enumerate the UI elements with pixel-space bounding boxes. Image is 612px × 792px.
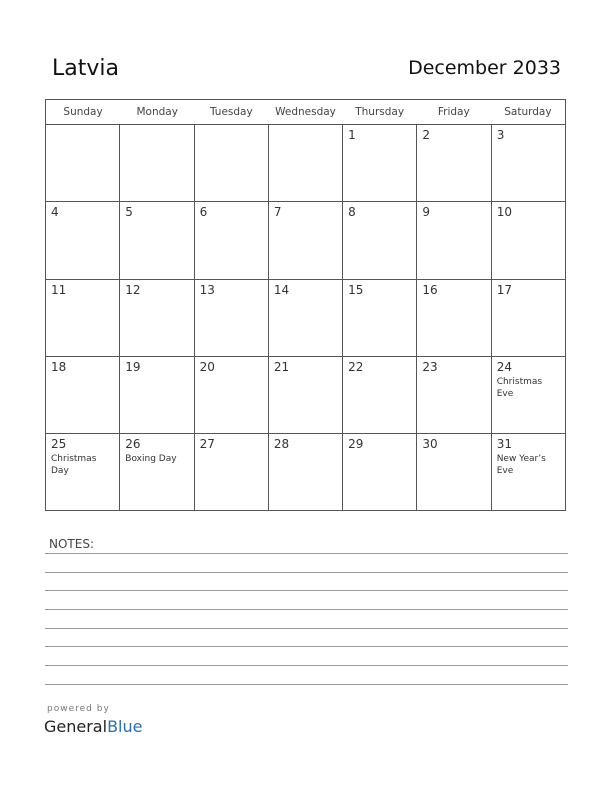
day-cell: [417, 280, 491, 356]
notes-label: NOTES:: [49, 537, 94, 551]
day-cell: [120, 434, 194, 511]
day-number: 19: [125, 359, 141, 374]
day-cell: [343, 357, 417, 433]
day-number: 11: [51, 282, 67, 297]
day-cell: [195, 125, 269, 201]
day-number: 29: [348, 437, 364, 452]
day-cell: [269, 434, 343, 511]
day-cell: [46, 125, 120, 201]
powered-by-text: powered by: [47, 704, 110, 714]
day-cell: [492, 280, 565, 356]
day-number: 9: [422, 205, 431, 220]
weekday-wednesday: Wednesday: [275, 106, 336, 118]
note-line: [45, 590, 568, 591]
day-cell: [120, 202, 194, 278]
day-number: 6: [199, 205, 208, 220]
day-cell: [269, 357, 343, 433]
day-number: 23: [422, 359, 438, 374]
day-number: 25: [51, 437, 67, 452]
note-line: [45, 628, 568, 629]
day-number: 7: [273, 205, 282, 220]
day-cell: [195, 434, 269, 511]
day-cell: [343, 434, 417, 511]
day-number: 13: [199, 282, 215, 297]
day-cell: [343, 280, 417, 356]
holiday-label: Boxing Day: [125, 454, 177, 465]
day-number: 8: [348, 205, 356, 220]
day-cell: [46, 357, 120, 433]
month-year-title: December 2033: [408, 57, 561, 79]
weekday-tuesday: Tuesday: [209, 106, 253, 118]
day-cell: [417, 357, 491, 433]
day-cell: [343, 202, 417, 278]
day-cell: [417, 202, 491, 278]
day-number: 4: [51, 205, 59, 220]
day-number: 15: [348, 282, 364, 297]
weekday-monday: Monday: [136, 106, 178, 118]
day-cell: [46, 202, 120, 278]
brand-general: General: [44, 717, 108, 736]
note-line: [45, 553, 568, 554]
day-number: 16: [422, 282, 438, 297]
day-cell: [343, 125, 417, 201]
day-cell: [417, 125, 491, 201]
holiday-label: Christmas Eve: [496, 376, 543, 399]
week-row-5: [46, 434, 565, 511]
weekday-header-row: [46, 100, 565, 125]
day-number: 31: [496, 437, 512, 452]
day-number: 24: [496, 359, 512, 374]
weekday-saturday: Saturday: [504, 106, 552, 118]
day-number: 5: [125, 205, 133, 220]
day-number: 3: [496, 128, 505, 142]
weekday-sunday: Sunday: [63, 106, 103, 118]
brand-blue: Blue: [107, 717, 143, 736]
day-cell: [492, 125, 565, 201]
note-line: [45, 572, 568, 573]
day-cell: [417, 434, 491, 511]
day-number: 20: [199, 359, 215, 374]
day-number: 1: [348, 128, 356, 142]
day-cell: [269, 280, 343, 356]
day-number: 28: [273, 437, 290, 452]
day-cell: [195, 357, 269, 433]
day-number: 22: [348, 359, 364, 374]
day-number: 2: [422, 128, 431, 142]
day-number: 14: [273, 282, 290, 297]
day-number: 12: [125, 282, 141, 297]
day-cell: [492, 357, 565, 433]
week-row-3: [46, 280, 565, 357]
note-line: [45, 646, 568, 647]
day-cell: [195, 202, 269, 278]
country-title: Latvia: [52, 56, 119, 81]
day-number: 17: [496, 282, 512, 297]
week-row-2: [46, 202, 565, 279]
note-line: [45, 609, 568, 610]
week-row-1: [46, 125, 565, 202]
day-number: 27: [199, 437, 215, 452]
day-cell: [46, 434, 120, 511]
day-cell: [120, 357, 194, 433]
week-row-4: [46, 357, 565, 434]
day-cell: [195, 280, 269, 356]
day-cell: [492, 434, 565, 511]
day-cell: [269, 202, 343, 278]
holiday-label: New Year’s Eve: [496, 454, 546, 477]
day-number: 10: [496, 205, 512, 220]
day-number: 30: [422, 437, 438, 452]
note-line: [45, 665, 568, 666]
calendar-grid: [45, 99, 566, 511]
day-cell: [269, 125, 343, 201]
weekday-thursday: Thursday: [355, 106, 405, 118]
day-number: 26: [125, 437, 141, 452]
generalblue-logo: [44, 717, 142, 736]
day-cell: [492, 202, 565, 278]
day-cell: [120, 125, 194, 201]
day-cell: [46, 280, 120, 356]
weekday-friday: Friday: [437, 106, 470, 118]
note-line: [45, 684, 568, 685]
day-number: 18: [51, 359, 67, 374]
holiday-label: Christmas Day: [51, 454, 97, 477]
day-number: 21: [273, 359, 290, 374]
day-cell: [120, 280, 194, 356]
